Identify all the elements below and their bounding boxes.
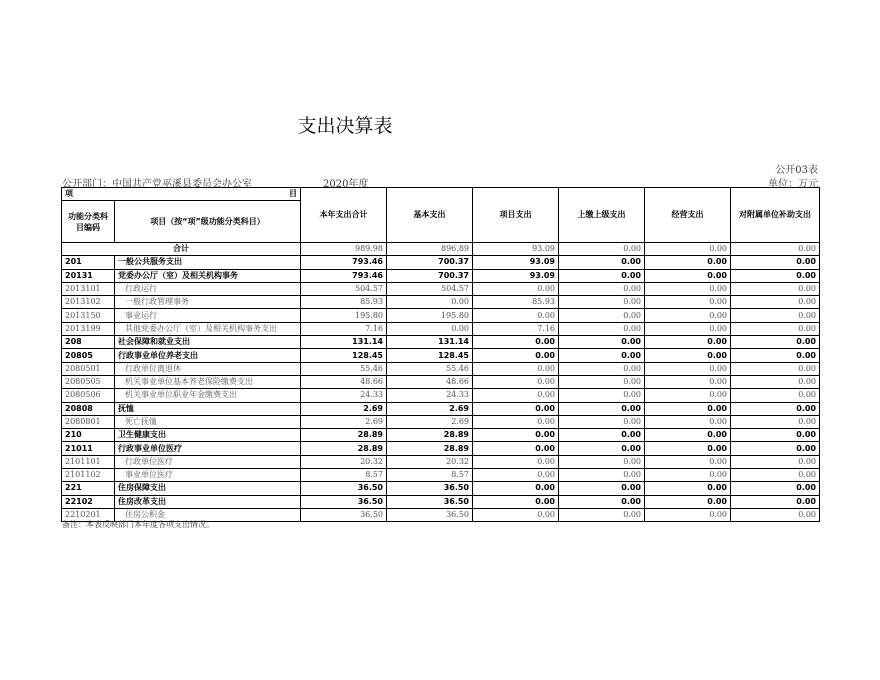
row-value: 0.00 (731, 389, 820, 402)
row-name: 行政单位医疗 (115, 455, 301, 468)
table-row (62, 389, 820, 402)
row-code: 210 (62, 429, 115, 442)
row-value: 0.00 (473, 469, 559, 482)
row-value: 36.50 (387, 508, 473, 521)
row-value: 7.16 (301, 322, 387, 335)
row-value: 0.00 (645, 269, 731, 282)
row-name: 其他党委办公厅（室）及相关机构事务支出 (115, 322, 301, 335)
row-value: 8.57 (301, 469, 387, 482)
row-value: 0.00 (473, 375, 559, 388)
row-value: 0.00 (645, 336, 731, 349)
row-code: 2210201 (62, 508, 115, 521)
table-row (62, 495, 820, 508)
row-value: 0.00 (731, 495, 820, 508)
row-code: 208 (62, 336, 115, 349)
row-name: 一般行政管理事务 (115, 296, 301, 309)
row-value: 24.33 (301, 389, 387, 402)
row-value: 28.89 (301, 442, 387, 455)
row-code: 20808 (62, 402, 115, 415)
table-row (62, 415, 820, 428)
table-row (62, 349, 820, 362)
row-value: 0.00 (559, 482, 645, 495)
row-name: 行政事业单位医疗 (115, 442, 301, 455)
row-value: 0.00 (645, 469, 731, 482)
table-row (62, 296, 820, 309)
row-code: 2013101 (62, 282, 115, 295)
footnote: 备注：本表反映部门本年度各项支出情况。 (62, 520, 214, 529)
row-value: 0.00 (473, 389, 559, 402)
row-value: 0.00 (645, 429, 731, 442)
row-value: 20.32 (301, 455, 387, 468)
row-value: 0.00 (559, 429, 645, 442)
row-code: 2080506 (62, 389, 115, 402)
row-name: 一般公共服务支出 (115, 256, 301, 269)
form-number: 公开03表 (775, 165, 818, 176)
row-value: 0.00 (559, 455, 645, 468)
table-row (62, 402, 820, 415)
page-title: 支出决算表 (297, 115, 393, 137)
header-col-basic: 基本支出 (387, 188, 473, 243)
header-code: 功能分类科目编码 (62, 201, 115, 243)
row-value: 0.00 (645, 389, 731, 402)
header-item-left: 项 (65, 189, 73, 198)
table-row (62, 256, 820, 269)
row-code: 2013102 (62, 296, 115, 309)
row-value: 20.32 (387, 455, 473, 468)
row-value: 48.66 (387, 375, 473, 388)
row-name: 机关事业单位职业年金缴费支出 (115, 389, 301, 402)
row-value: 131.14 (301, 336, 387, 349)
row-value: 93.09 (473, 269, 559, 282)
row-value: 0.00 (559, 469, 645, 482)
row-value: 0.00 (473, 309, 559, 322)
total-value: 0.00 (645, 243, 731, 256)
row-code: 2013150 (62, 309, 115, 322)
row-value: 793.46 (301, 269, 387, 282)
expenditure-table (61, 187, 820, 522)
row-value: 195.80 (301, 309, 387, 322)
row-value: 7.16 (473, 322, 559, 335)
row-value: 700.37 (387, 256, 473, 269)
row-value: 0.00 (473, 495, 559, 508)
total-value: 896.89 (387, 243, 473, 256)
row-value: 0.00 (731, 362, 820, 375)
table-row (62, 429, 820, 442)
row-value: 2.69 (387, 415, 473, 428)
row-name: 机关事业单位基本养老保险缴费支出 (115, 375, 301, 388)
row-value: 0.00 (559, 362, 645, 375)
row-value: 0.00 (559, 495, 645, 508)
row-value: 0.00 (559, 349, 645, 362)
total-value: 0.00 (559, 243, 645, 256)
row-value: 55.46 (387, 362, 473, 375)
department-label: 公开部门：中国共产党巫溪县委员会办公室 (62, 179, 252, 190)
row-name: 行政单位离退休 (115, 362, 301, 375)
row-value: 131.14 (387, 336, 473, 349)
row-value: 0.00 (473, 482, 559, 495)
total-value: 989.98 (301, 243, 387, 256)
row-value: 0.00 (473, 455, 559, 468)
total-value: 0.00 (731, 243, 820, 256)
year-label: 2020年度 (323, 179, 369, 190)
row-value: 24.33 (387, 389, 473, 402)
row-value: 0.00 (731, 402, 820, 415)
row-value: 48.66 (301, 375, 387, 388)
row-value: 0.00 (731, 455, 820, 468)
row-value: 0.00 (731, 375, 820, 388)
row-value: 0.00 (559, 415, 645, 428)
row-value: 0.00 (731, 429, 820, 442)
row-value: 0.00 (559, 508, 645, 521)
row-value: 128.45 (387, 349, 473, 362)
row-value: 0.00 (731, 256, 820, 269)
row-value: 0.00 (559, 296, 645, 309)
row-code: 2013199 (62, 322, 115, 335)
row-value: 0.00 (731, 482, 820, 495)
row-value: 0.00 (387, 296, 473, 309)
row-value: 504.57 (301, 282, 387, 295)
row-code: 22102 (62, 495, 115, 508)
row-value: 700.37 (387, 269, 473, 282)
header-col-subsidy: 对附属单位补助支出 (731, 188, 820, 243)
row-name: 抚恤 (115, 402, 301, 415)
row-name: 社会保障和就业支出 (115, 336, 301, 349)
row-value: 0.00 (731, 322, 820, 335)
row-value: 0.00 (473, 508, 559, 521)
row-value: 2.69 (301, 402, 387, 415)
row-value: 0.00 (731, 282, 820, 295)
table-row (62, 282, 820, 295)
row-code: 21011 (62, 442, 115, 455)
row-code: 20805 (62, 349, 115, 362)
row-value: 0.00 (473, 402, 559, 415)
row-value: 0.00 (645, 402, 731, 415)
row-value: 0.00 (645, 415, 731, 428)
row-value: 28.89 (387, 442, 473, 455)
row-value: 0.00 (731, 442, 820, 455)
header-name: 项目（按“项”级功能分类科目） (115, 201, 301, 243)
row-value: 0.00 (731, 269, 820, 282)
row-value: 0.00 (473, 429, 559, 442)
row-value: 0.00 (645, 322, 731, 335)
row-value: 0.00 (731, 309, 820, 322)
row-value: 0.00 (559, 322, 645, 335)
row-value: 28.89 (301, 429, 387, 442)
row-code: 2080505 (62, 375, 115, 388)
row-value: 0.00 (387, 322, 473, 335)
row-value: 0.00 (645, 442, 731, 455)
table-row (62, 336, 820, 349)
row-name: 事业运行 (115, 309, 301, 322)
table-row (62, 469, 820, 482)
row-value: 0.00 (731, 469, 820, 482)
header-col-project: 项目支出 (473, 188, 559, 243)
row-name: 住房改革支出 (115, 495, 301, 508)
row-value: 0.00 (473, 362, 559, 375)
row-value: 0.00 (645, 508, 731, 521)
row-value: 0.00 (559, 282, 645, 295)
row-code: 201 (62, 256, 115, 269)
row-value: 0.00 (645, 455, 731, 468)
row-value: 93.09 (473, 256, 559, 269)
row-value: 0.00 (731, 296, 820, 309)
row-value: 0.00 (645, 495, 731, 508)
row-name: 党委办公厅（室）及相关机构事务 (115, 269, 301, 282)
total-row (62, 243, 820, 256)
table-row (62, 362, 820, 375)
table-row (62, 455, 820, 468)
row-value: 0.00 (473, 415, 559, 428)
row-value: 0.00 (473, 336, 559, 349)
row-value: 0.00 (645, 309, 731, 322)
table-row (62, 442, 820, 455)
total-label: 合计 (62, 243, 301, 256)
row-value: 0.00 (645, 296, 731, 309)
row-value: 36.50 (387, 482, 473, 495)
row-value: 2.69 (387, 402, 473, 415)
row-value: 0.00 (559, 402, 645, 415)
row-value: 85.93 (473, 296, 559, 309)
row-value: 195.80 (387, 309, 473, 322)
row-value: 0.00 (731, 415, 820, 428)
header-col-business: 经营支出 (645, 188, 731, 243)
row-value: 0.00 (559, 389, 645, 402)
row-value: 0.00 (731, 336, 820, 349)
table-row (62, 309, 820, 322)
row-name: 卫生健康支出 (115, 429, 301, 442)
row-value: 0.00 (559, 336, 645, 349)
row-value: 0.00 (559, 375, 645, 388)
row-name: 死亡抚恤 (115, 415, 301, 428)
row-code: 2101101 (62, 455, 115, 468)
row-value: 504.57 (387, 282, 473, 295)
row-value: 36.50 (387, 495, 473, 508)
row-name: 住房公积金 (115, 508, 301, 521)
row-value: 0.00 (473, 442, 559, 455)
row-value: 0.00 (559, 309, 645, 322)
row-value: 793.46 (301, 256, 387, 269)
row-name: 行政事业单位养老支出 (115, 349, 301, 362)
row-code: 2080501 (62, 362, 115, 375)
row-value: 36.50 (301, 482, 387, 495)
row-value: 0.00 (645, 362, 731, 375)
row-name: 行政运行 (115, 282, 301, 295)
row-value: 0.00 (645, 256, 731, 269)
table-row (62, 375, 820, 388)
row-value: 0.00 (645, 482, 731, 495)
row-code: 221 (62, 482, 115, 495)
row-value: 0.00 (731, 349, 820, 362)
unit-label: 单位：万元 (768, 179, 818, 190)
total-value: 93.09 (473, 243, 559, 256)
row-value: 128.45 (301, 349, 387, 362)
row-value: 0.00 (731, 508, 820, 521)
row-value: 0.00 (473, 349, 559, 362)
row-value: 36.50 (301, 508, 387, 521)
table-row (62, 269, 820, 282)
header-item-span (62, 188, 301, 201)
row-value: 28.89 (387, 429, 473, 442)
row-value: 0.00 (645, 375, 731, 388)
row-value: 2.69 (301, 415, 387, 428)
row-value: 55.46 (301, 362, 387, 375)
row-value: 0.00 (473, 282, 559, 295)
row-name: 住房保障支出 (115, 482, 301, 495)
header-col-total: 本年支出合计 (301, 188, 387, 243)
row-value: 85.93 (301, 296, 387, 309)
row-code: 2080801 (62, 415, 115, 428)
row-name: 事业单位医疗 (115, 469, 301, 482)
row-value: 0.00 (559, 269, 645, 282)
row-code: 20131 (62, 269, 115, 282)
row-value: 0.00 (645, 282, 731, 295)
header-col-upper: 上缴上级支出 (559, 188, 645, 243)
header-item-right: 目 (289, 189, 297, 198)
table-row (62, 482, 820, 495)
row-value: 0.00 (645, 349, 731, 362)
row-value: 0.00 (559, 256, 645, 269)
table-row (62, 322, 820, 335)
row-code: 2101102 (62, 469, 115, 482)
row-value: 8.57 (387, 469, 473, 482)
row-value: 36.50 (301, 495, 387, 508)
row-value: 0.00 (559, 442, 645, 455)
